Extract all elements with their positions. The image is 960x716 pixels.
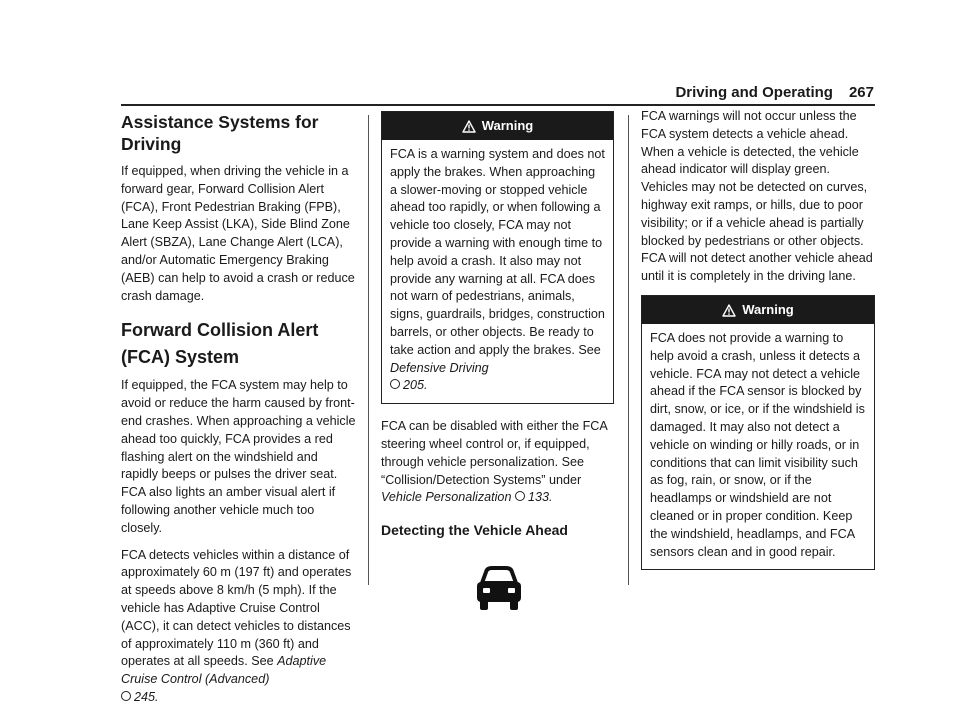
heading-fca-system: Forward Collision Alert (FCA) System <box>121 320 319 368</box>
fca-disable-text: FCA can be disabled with either the FCA steering wheel control or, if equipped, through vehicle personalization. See “Collision/Detection Systems” under <box>381 419 608 487</box>
warning-body <box>382 140 613 403</box>
paragraph-fca-disable <box>381 418 614 507</box>
paragraph-assistance-intro: If equipped, when driving the vehicle in a forward gear, Forward Collision Alert (FCA), Front Pedestrian Braking (FPB), Lane Keep Assist (LKA), Side Blind Zone Alert (SBZA), Lane Change Alert (LCA), and/or Automatic Emergency Braking (AEB) can help to avoid a crash or reduce crash damage. <box>121 164 355 303</box>
warning-header <box>382 112 613 140</box>
warning-box-1 <box>381 111 614 404</box>
section-title: Driving and Operating <box>675 84 833 101</box>
paragraph-fca-range <box>121 547 357 707</box>
page-reference-icon <box>390 379 400 389</box>
xref-page-133[interactable]: 133. <box>527 490 553 505</box>
xref-adaptive-cruise[interactable]: Adaptive Cruise Control (Advanced) <box>121 654 327 687</box>
heading-assistance-systems: Assistance Systems for Driving <box>121 112 319 154</box>
warning-triangle-icon <box>722 304 736 317</box>
xref-page-245[interactable]: 245. <box>134 689 159 704</box>
page-number: 267 <box>848 84 874 101</box>
warning-title: Warning <box>742 301 794 317</box>
warning-title: Warning <box>481 118 534 133</box>
warning-box-2 <box>641 295 875 570</box>
xref-page-205[interactable]: 205. <box>403 378 428 393</box>
warning-text: FCA is a warning system and does not apply the brakes. When approaching a slower-moving or stopped vehicle ahead too rapidly, or when following a vehicle too closely, FCA may not provide a warning with enough time to help avoid a crash. It also may not provide any warning at all. FCA does not warn of pedestrians, animals, signs, guardrails, bridges, construction barrels, or other objects. Be ready to take action and apply the brakes. See <box>390 147 605 357</box>
fca-range-text: FCA detects vehicles within a distance of approximately 60 m (197 ft) and operates at speeds above 8 km/h (5 mph). If the vehicle has Adaptive Cruise Control (ACC), it can detect vehicles to distances of approximately 110 m (360 ft) and operates at all speeds. See <box>121 547 352 669</box>
header-rule <box>121 104 875 106</box>
warning-header <box>642 296 874 324</box>
paragraph-fca-intro: If equipped, the FCA system may help to avoid or reduce the harm caused by front-end crashes. When approaching a vehicle ahead too quickly, FCA provides a red flashing alert on the windshield and rapidly beeps or pulses the driver seat. FCA also lights an amber visual alert if following another vehicle much too closely. <box>121 378 356 535</box>
running-head <box>675 84 874 101</box>
heading-detecting-vehicle: Detecting the Vehicle Ahead <box>381 522 568 539</box>
paragraph-fca-detection: FCA warnings will not occur unless the FCA system detects a vehicle ahead. When a vehicle is detected, the vehicle ahead indicator will display green. Vehicles may not be detected on curves, highway exit ramps, or hills, due to poor visibility; or if a vehicle ahead is partially blocked by pedestrians or other objects. FCA will not detect another vehicle ahead until it is completely in the driving lane. <box>641 109 873 284</box>
vehicle-ahead-icon <box>474 566 524 612</box>
warning-body: FCA does not provide a warning to help avoid a crash, unless it detects a vehicle. FCA may not detect a vehicle ahead if the FCA sensor is blocked by dirt, snow, or ice, or if the windshield is damaged. It may also not detect a vehicle on winding or hilly roads, or in conditions that can limit visibility such as fog, rain, or snow, or if the headlamps or windshield are not cleaned or in proper condition. Keep the windshield, headlamps, and FCA sensors clean and in good repair. <box>650 330 865 559</box>
column-2 <box>381 111 614 612</box>
column-divider-1 <box>368 115 369 585</box>
page-reference-icon <box>121 691 131 701</box>
xref-vehicle-personalization[interactable]: Vehicle Personalization <box>381 490 512 505</box>
column-1 <box>121 111 357 716</box>
column-3 <box>641 108 875 584</box>
column-divider-2 <box>628 115 629 585</box>
page-reference-icon <box>515 491 525 501</box>
warning-triangle-icon <box>462 120 476 133</box>
xref-defensive-driving[interactable]: Defensive Driving <box>390 360 489 375</box>
